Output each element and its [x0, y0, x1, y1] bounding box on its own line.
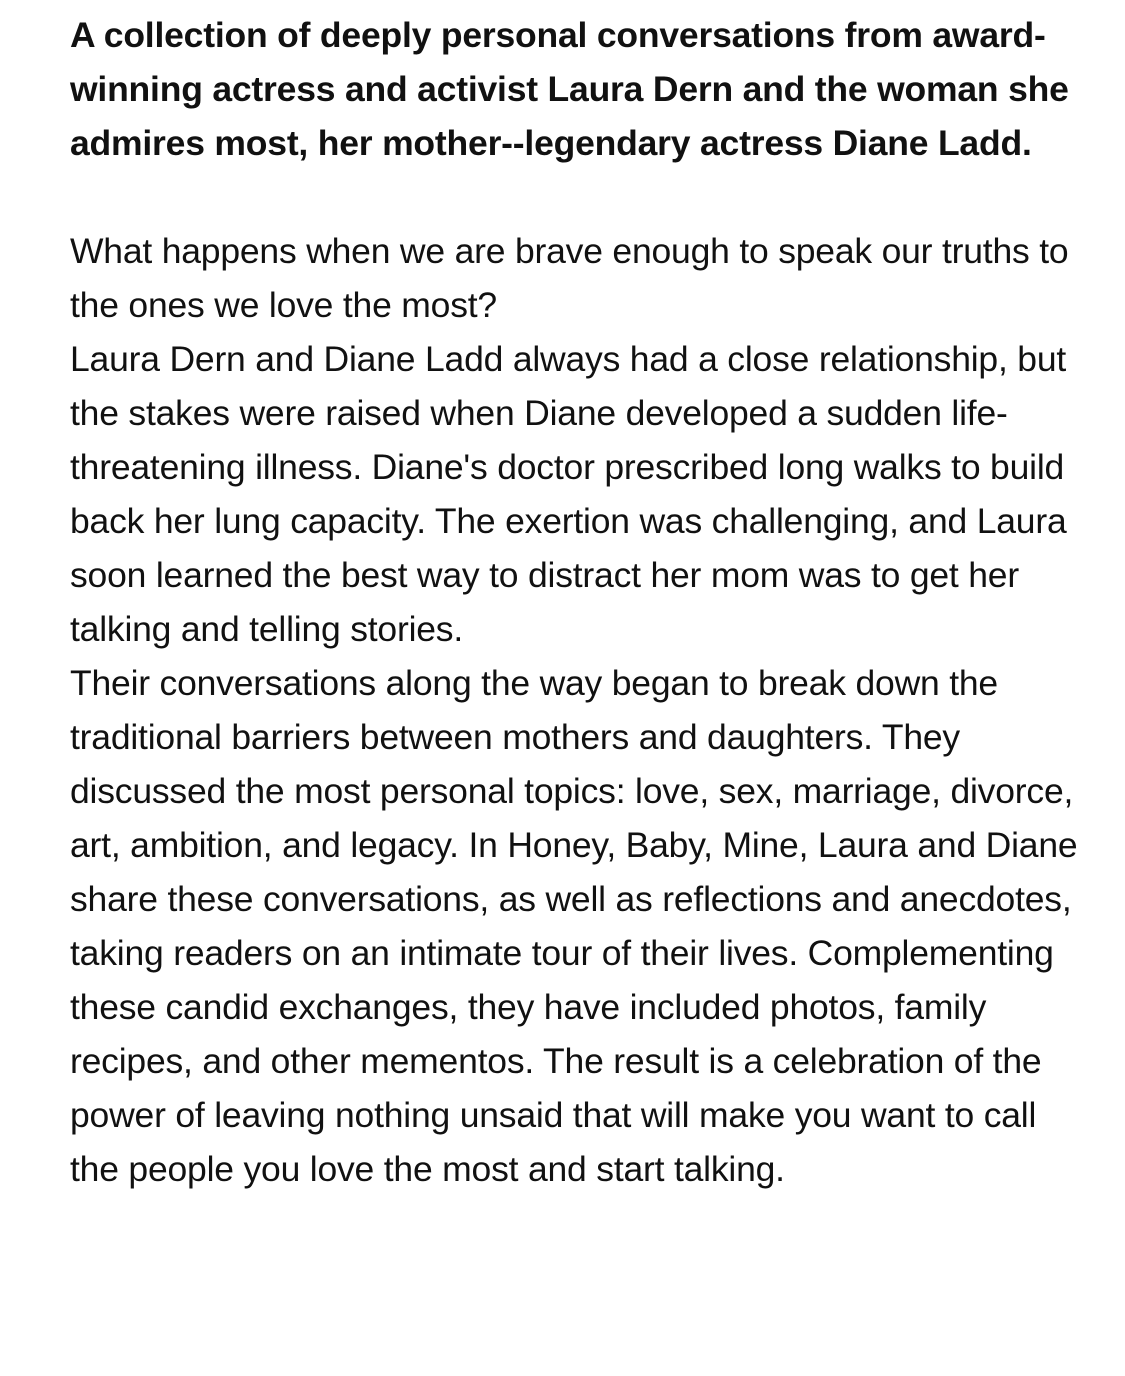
lead-paragraph: A collection of deeply personal conversations from award-winning actress and activist Laura Dern and the woman she admires most, her mother--legendary actress Diane Ladd. — [70, 15, 1069, 163]
body-paragraph: Laura Dern and Diane Ladd always had a close relationship, but the stakes were raised when Diane developed a sudden life-threatening illness. Diane's doctor prescribed long walks to build back her lung capacity. The exertion was challenging, and Laura soon learned the best way to distract her mom was to get her talking and telling stories. — [70, 339, 1067, 649]
body-paragraph: Their conversations along the way began to break down the traditional barriers between mothers and daughters. They discussed the most personal topics: love, sex, marriage, divorce, art, ambition, and legacy. In Honey, Baby, Mine, Laura and Diane share these conversations, as well as reflections and anecdotes, taking readers on an intimate tour of their lives. Complementing these candid exchanges, they have included photos, family recipes, and other mementos. The result is a celebration of the power of leaving nothing unsaid that will make you want to call the people you love the most and start talking. — [70, 663, 1078, 1189]
book-description — [70, 8, 1080, 1196]
paragraph-spacer — [70, 170, 1080, 224]
body-paragraph: What happens when we are brave enough to speak our truths to the ones we love the most? — [70, 231, 1069, 325]
